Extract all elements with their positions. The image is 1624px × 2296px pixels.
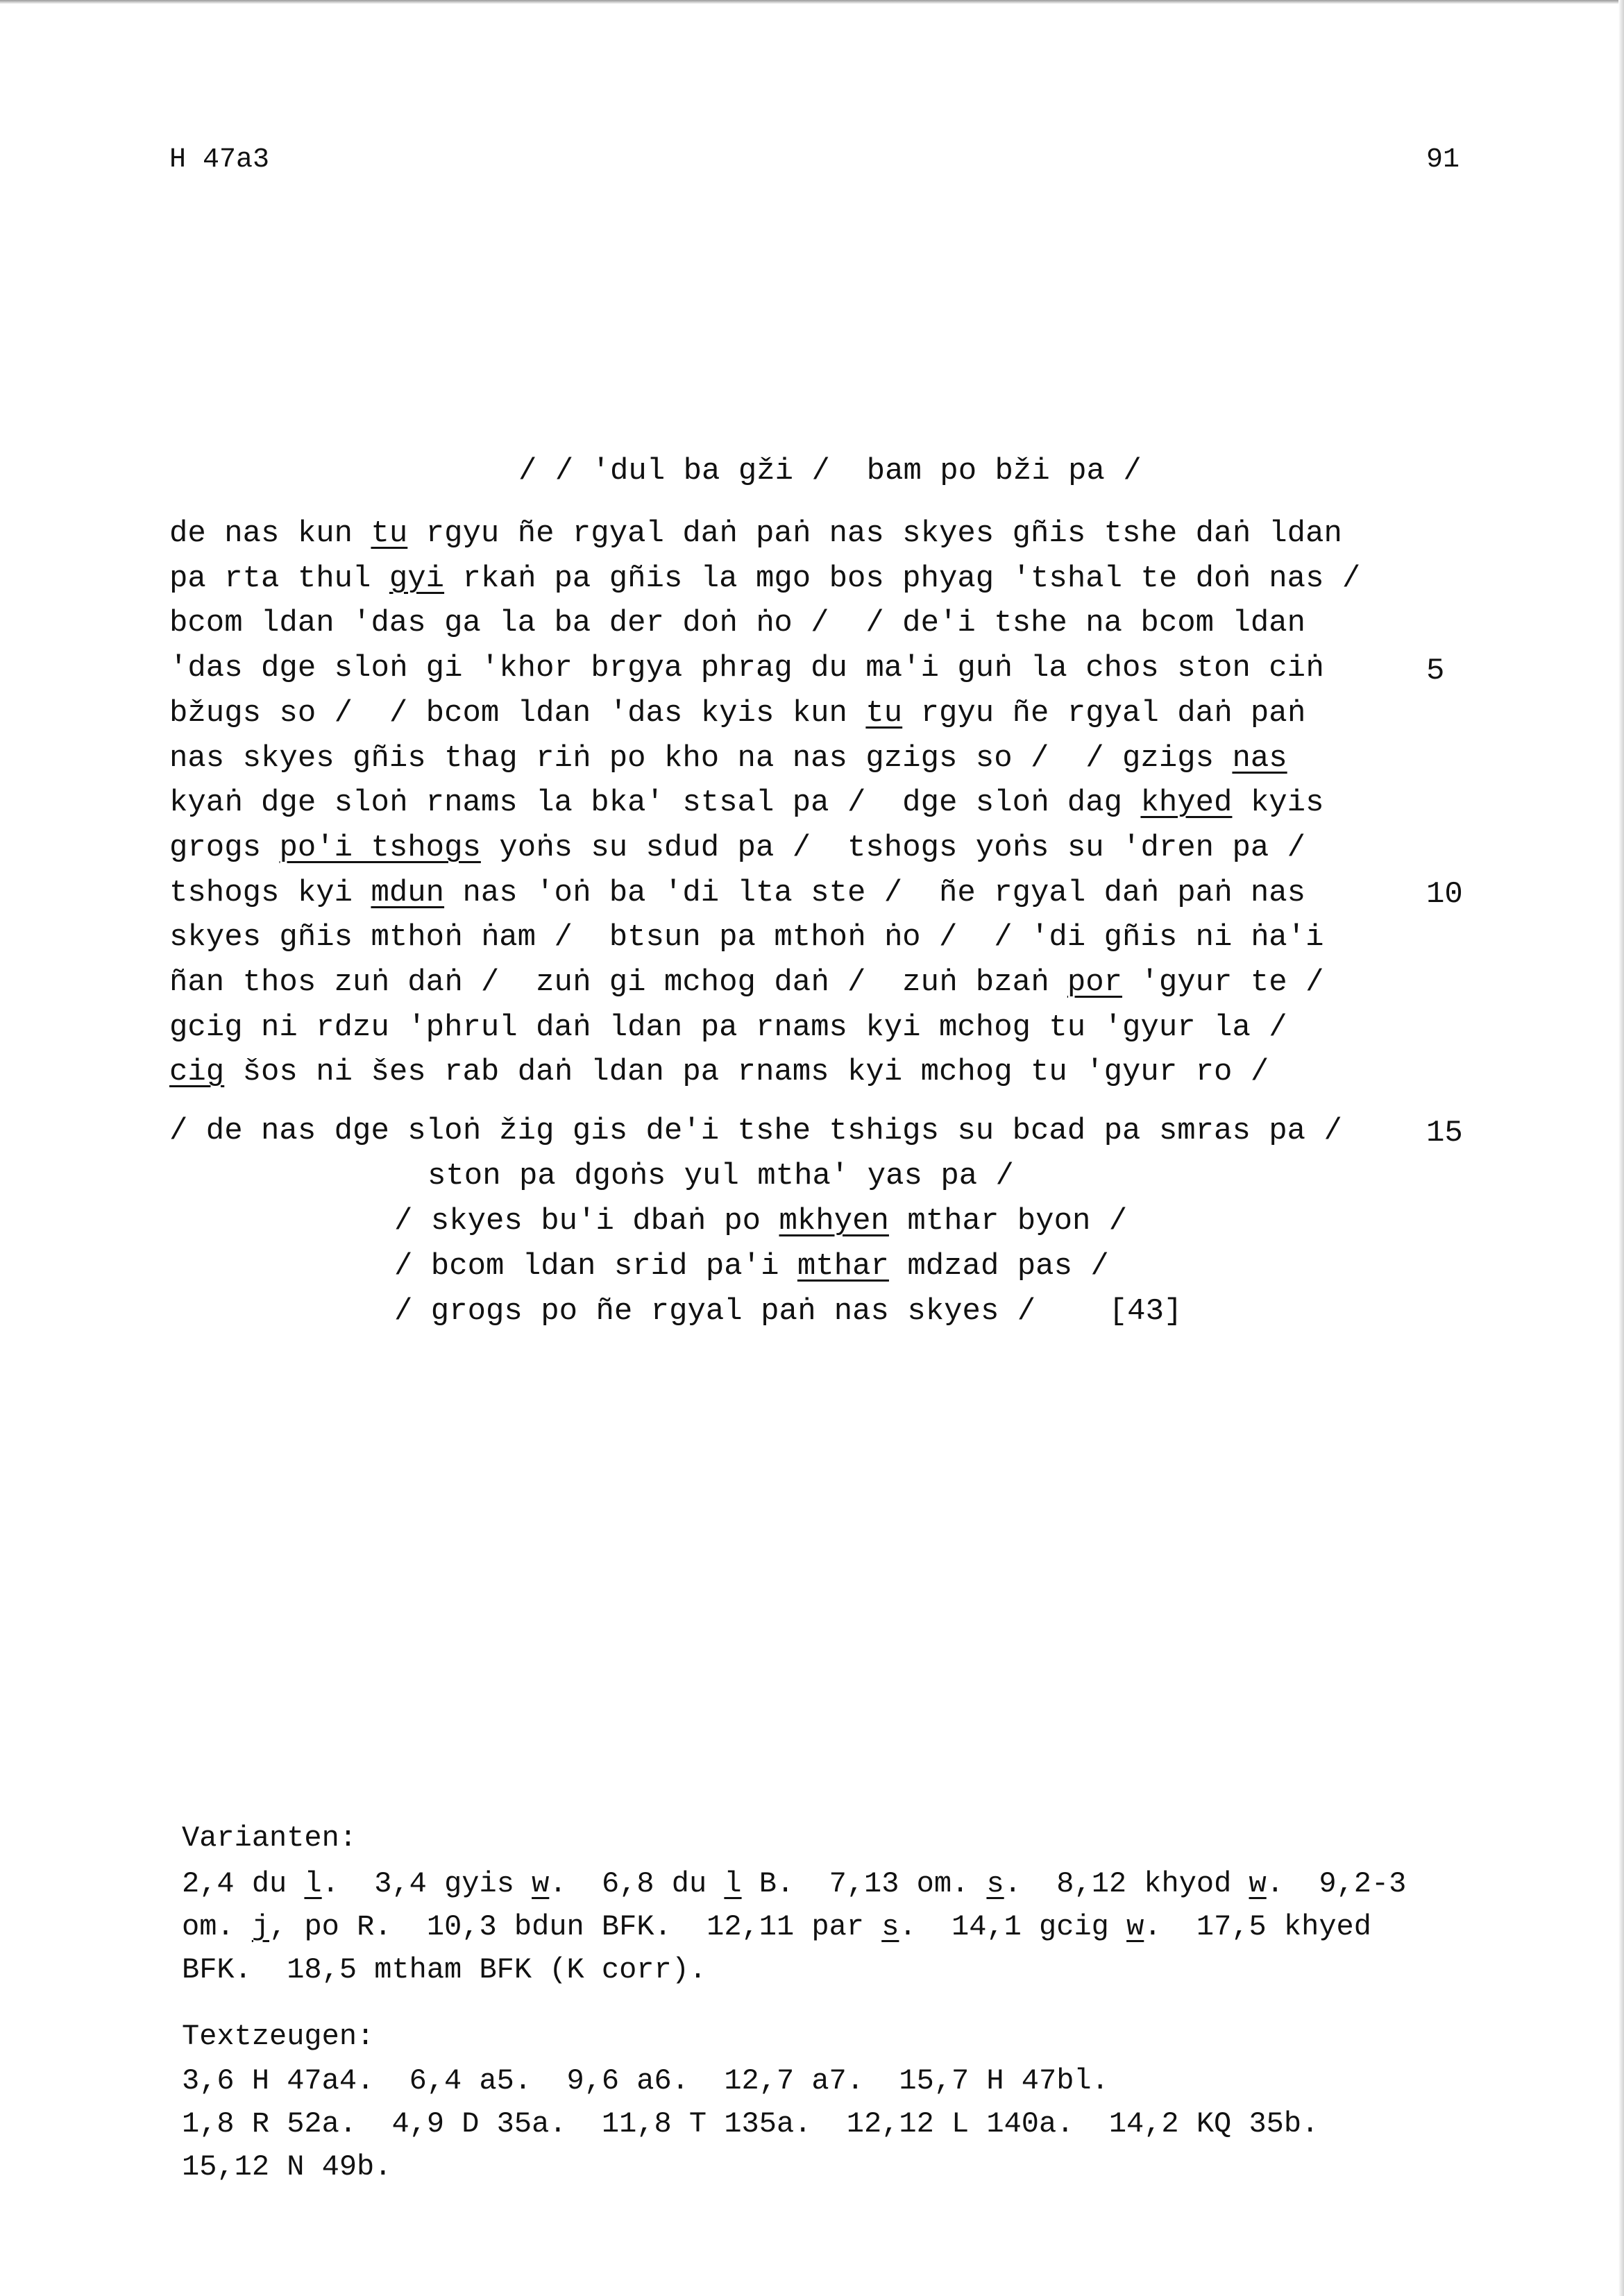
- text-segment: . 6,8 du: [549, 1867, 725, 1900]
- line-number-10: 10: [1426, 877, 1463, 912]
- text-segment: 1,8 R 52a. 4,9 D 35a. 11,8 T 135a. 12,12 L 140a. 14,2 KQ 35b.: [182, 2107, 1319, 2141]
- text-segment: 15,12 N 49b.: [182, 2150, 392, 2184]
- textzeugen-heading: Textzeugen:: [182, 2020, 375, 2053]
- underlined-word: w: [532, 1867, 550, 1900]
- underlined-word: mdun: [371, 875, 445, 910]
- text-segment: 'das dge sloṅ gi 'khor brgya phrag du ma'i guṅ la chos ston ciṅ: [169, 651, 1324, 686]
- text-segment: . 9,2-3: [1266, 1867, 1407, 1900]
- text-line: [169, 967, 1323, 998]
- text-segment: bžugs so / / bcom ldan 'das kyis kun: [169, 695, 866, 731]
- text-segment: rgyu ñe rgyal daṅ paṅ: [902, 695, 1306, 731]
- text-line: [169, 875, 1306, 910]
- text-segment: B. 7,13 om.: [741, 1867, 987, 1900]
- underlined-word: gyi: [389, 561, 445, 596]
- underlined-word: w: [1126, 1910, 1144, 1944]
- verse-intro-line: [169, 1116, 1342, 1146]
- text-segment: nas skyes gñis thag riṅ po kho na nas gzigs so / / gzigs: [169, 740, 1233, 776]
- page-number: 91: [1426, 144, 1460, 176]
- verse-line: [394, 1251, 1109, 1282]
- underlined-word: l: [304, 1867, 322, 1900]
- text-line: [169, 606, 1306, 641]
- text-segment: 'gyur te /: [1122, 965, 1324, 1000]
- underlined-word: s: [986, 1867, 1004, 1900]
- varianten-line: [182, 1910, 1371, 1944]
- verse-line: [428, 1161, 1014, 1191]
- underlined-word: khyed: [1140, 785, 1233, 821]
- underlined-word: j: [251, 1910, 270, 1944]
- section-title: / / 'dul ba gži / bam po bži pa /: [518, 454, 1142, 488]
- varianten-line: [182, 1869, 1406, 1898]
- folio-reference: H 47a3: [169, 144, 270, 176]
- text-segment: mthar byon /: [888, 1204, 1128, 1239]
- text-segment: ñan thos zuṅ daṅ / zuṅ gi mchog daṅ / zuṅ bzaṅ: [169, 965, 1067, 1000]
- underlined-word: mkhyen: [779, 1204, 889, 1239]
- text-line: [169, 695, 1306, 731]
- text-segment: / grogs po ñe rgyal paṅ nas skyes / [43]: [394, 1294, 1183, 1329]
- text-segment: . 17,5 khyed: [1144, 1910, 1371, 1944]
- text-segment: pa rta thul: [169, 561, 389, 596]
- text-segment: ston pa dgoṅs yul mtha' yas pa /: [428, 1159, 1014, 1193]
- underlined-word: po'i tshogs: [279, 830, 481, 865]
- text-segment: rkaṅ pa gñis la mgo bos phyag 'tshal te doṅ nas /: [444, 561, 1361, 596]
- text-line: [169, 563, 1360, 594]
- line-number-5: 5: [1426, 654, 1445, 688]
- line-number-15: 15: [1426, 1116, 1463, 1150]
- text-segment: / de nas dge sloṅ žig gis de'i tshe tshigs su bcad pa smras pa /: [169, 1114, 1342, 1148]
- text-segment: yoṅs su sdud pa / tshogs yoṅs su 'dren pa /: [480, 830, 1306, 865]
- underlined-word: por: [1067, 965, 1123, 1000]
- text-segment: mdzad pas /: [888, 1249, 1109, 1284]
- text-segment: 3,6 H 47a4. 6,4 a5. 9,6 a6. 12,7 a7. 15,7 H 47bl.: [182, 2064, 1109, 2098]
- text-segment: , po R. 10,3 bdun BFK. 12,11 par: [269, 1910, 882, 1944]
- page-right-edge: [1618, 0, 1624, 2296]
- text-line: [169, 922, 1323, 953]
- textzeugen-line: [182, 2107, 1319, 2141]
- text-segment: 2,4 du: [182, 1867, 305, 1900]
- underlined-word: cig: [169, 1055, 225, 1090]
- text-segment: skyes gñis mthoṅ ṅam / btsun pa mthoṅ ṅo / / 'di gñis ni ṅa'i: [169, 920, 1324, 955]
- text-segment: kyaṅ dge sloṅ rnams la bka' stsal pa / dge sloṅ dag: [169, 785, 1141, 821]
- varianten-heading: Varianten:: [182, 1821, 357, 1855]
- text-line: [169, 740, 1287, 776]
- text-segment: bcom ldan 'das ga la ba der doṅ ṅo / / de'i tshe na bcom ldan: [169, 606, 1306, 641]
- text-line: [169, 1055, 1269, 1090]
- underlined-word: tu: [865, 695, 903, 731]
- underlined-word: s: [881, 1910, 899, 1944]
- textzeugen-line: [182, 2064, 1109, 2098]
- text-line: [169, 830, 1306, 865]
- text-segment: . 3,4 gyis: [321, 1867, 532, 1900]
- varianten-line: [182, 1953, 707, 1987]
- text-segment: / skyes bu'i dbaṅ po: [394, 1204, 779, 1239]
- text-segment: kyis: [1232, 785, 1324, 821]
- text-line: [169, 785, 1324, 821]
- text-line: [169, 651, 1324, 686]
- text-segment: / bcom ldan srid pa'i: [394, 1249, 797, 1284]
- text-segment: de nas kun: [169, 516, 371, 551]
- text-segment: . 8,12 khyod: [1004, 1867, 1249, 1900]
- text-segment: om.: [182, 1910, 252, 1944]
- underlined-word: w: [1249, 1867, 1267, 1900]
- text-segment: . 14,1 gcig: [899, 1910, 1127, 1944]
- text-segment: grogs: [169, 830, 280, 865]
- text-segment: gcig ni rdzu 'phrul daṅ ldan pa rnams kyi mchog tu 'gyur la /: [169, 1010, 1287, 1045]
- verse-line: [394, 1204, 1128, 1239]
- underlined-word: nas: [1232, 740, 1287, 776]
- text-line: [169, 1012, 1287, 1043]
- text-segment: tshogs kyi: [169, 875, 371, 910]
- text-segment: rgyu ñe rgyal daṅ paṅ nas skyes gñis tshe daṅ ldan: [407, 516, 1342, 551]
- text-segment: šos ni šes rab daṅ ldan pa rnams kyi mchog tu 'gyur ro /: [224, 1055, 1269, 1090]
- underlined-word: tu: [371, 516, 408, 551]
- text-segment: BFK. 18,5 mtham BFK (K corr).: [182, 1953, 707, 1987]
- text-line: [169, 518, 1342, 549]
- verse-line: [394, 1296, 1182, 1327]
- text-segment: nas 'oṅ ba 'di lta ste / ñe rgyal daṅ paṅ nas: [444, 875, 1306, 910]
- page-top-edge: [0, 0, 1624, 4]
- underlined-word: l: [724, 1867, 742, 1900]
- underlined-word: mthar: [797, 1249, 889, 1284]
- textzeugen-line: [182, 2152, 391, 2182]
